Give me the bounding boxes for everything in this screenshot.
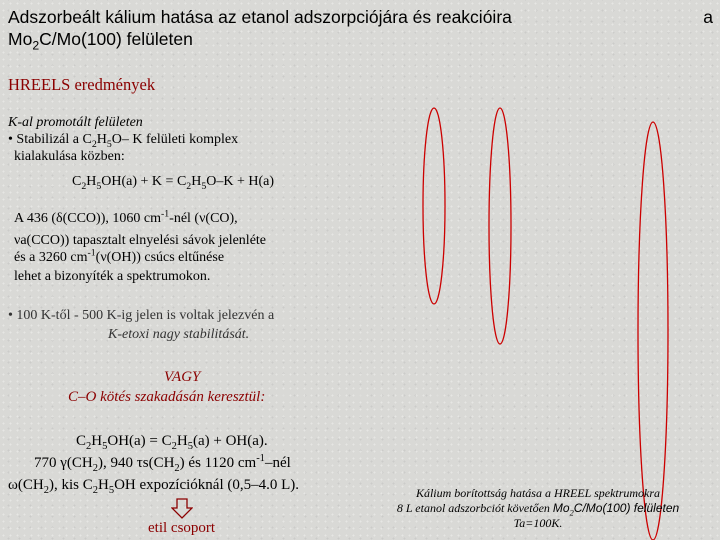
block2-line1: A 436 (δ(CCO)), 1060 $cm^{-1}$-nél (ν(CO),: [14, 208, 238, 226]
highlight-ellipse-1: [423, 108, 445, 304]
block2-line2: νa(CCO)) tapasztalt elnyelési sávok jelenléte: [14, 233, 267, 248]
block2-line4: lehet a bizonyíték a spektrumokon.: [14, 269, 211, 284]
block2-line3: és a 3260 $cm^{-1}(\nu(OH))$ csúcs eltűnése: [14, 247, 225, 265]
highlight-ellipse-2: [489, 108, 511, 344]
title-line2: $Mo_2C/Mo(100)$ felületen: [8, 29, 193, 53]
figure-caption: [370, 486, 706, 531]
ethyl-group-label: etil csoport: [148, 520, 216, 536]
block3-line2: K-etoxi nagy stabilitását.: [108, 327, 250, 342]
title-line1: Adszorbeált kálium hatása az etanol adszorpciójára és reakcióira: [8, 7, 512, 27]
block3-line1: • 100 K-től - 500 K-ig jelen is voltak jelezvén a: [8, 308, 275, 323]
block1-bullet: • Stabilizál a $C_2H_5O-$ K felületi komplex: [8, 132, 239, 150]
co-bond-cleavage-label: C–O kötés szakadásán keresztül:: [68, 389, 266, 405]
reaction-equation-2: $C_2H_5OH(a) = C_2H_5(a) + OH(a)$.: [76, 433, 268, 452]
section-heading: HREELS eredmények: [8, 75, 156, 94]
block5-line2: 770 $\gamma(CH_2)$, 940 $\tau s(CH_2)$ és 1120 $cm^{-1}$–nél: [34, 453, 291, 474]
caption-line1: Kálium borítottság hatása a HREEL spektrumokra: [415, 486, 661, 500]
title-line1-end: a: [703, 7, 713, 27]
block1-subtitle: K-al promotált felületen: [8, 115, 143, 130]
caption-line3: Ta=100K.: [513, 516, 563, 530]
reaction-equation-1: $C_2H_5OH(a) + K = C_2H_5O-K + H(a)$: [72, 174, 274, 192]
highlight-ellipse-3: [638, 122, 668, 540]
vagy-label: VAGY: [164, 369, 201, 385]
block5-line3: $\omega(CH_2)$, kis $C_2H_5OH$ expozícióknál (0,5–4.0 L).: [8, 477, 300, 496]
caption-line2: 8 L etanol adszorbciót követően $Mo_2C/Mo(100)$ felületen: [396, 501, 680, 518]
block1-bullet-line2: kialakulása közben:: [14, 149, 125, 164]
